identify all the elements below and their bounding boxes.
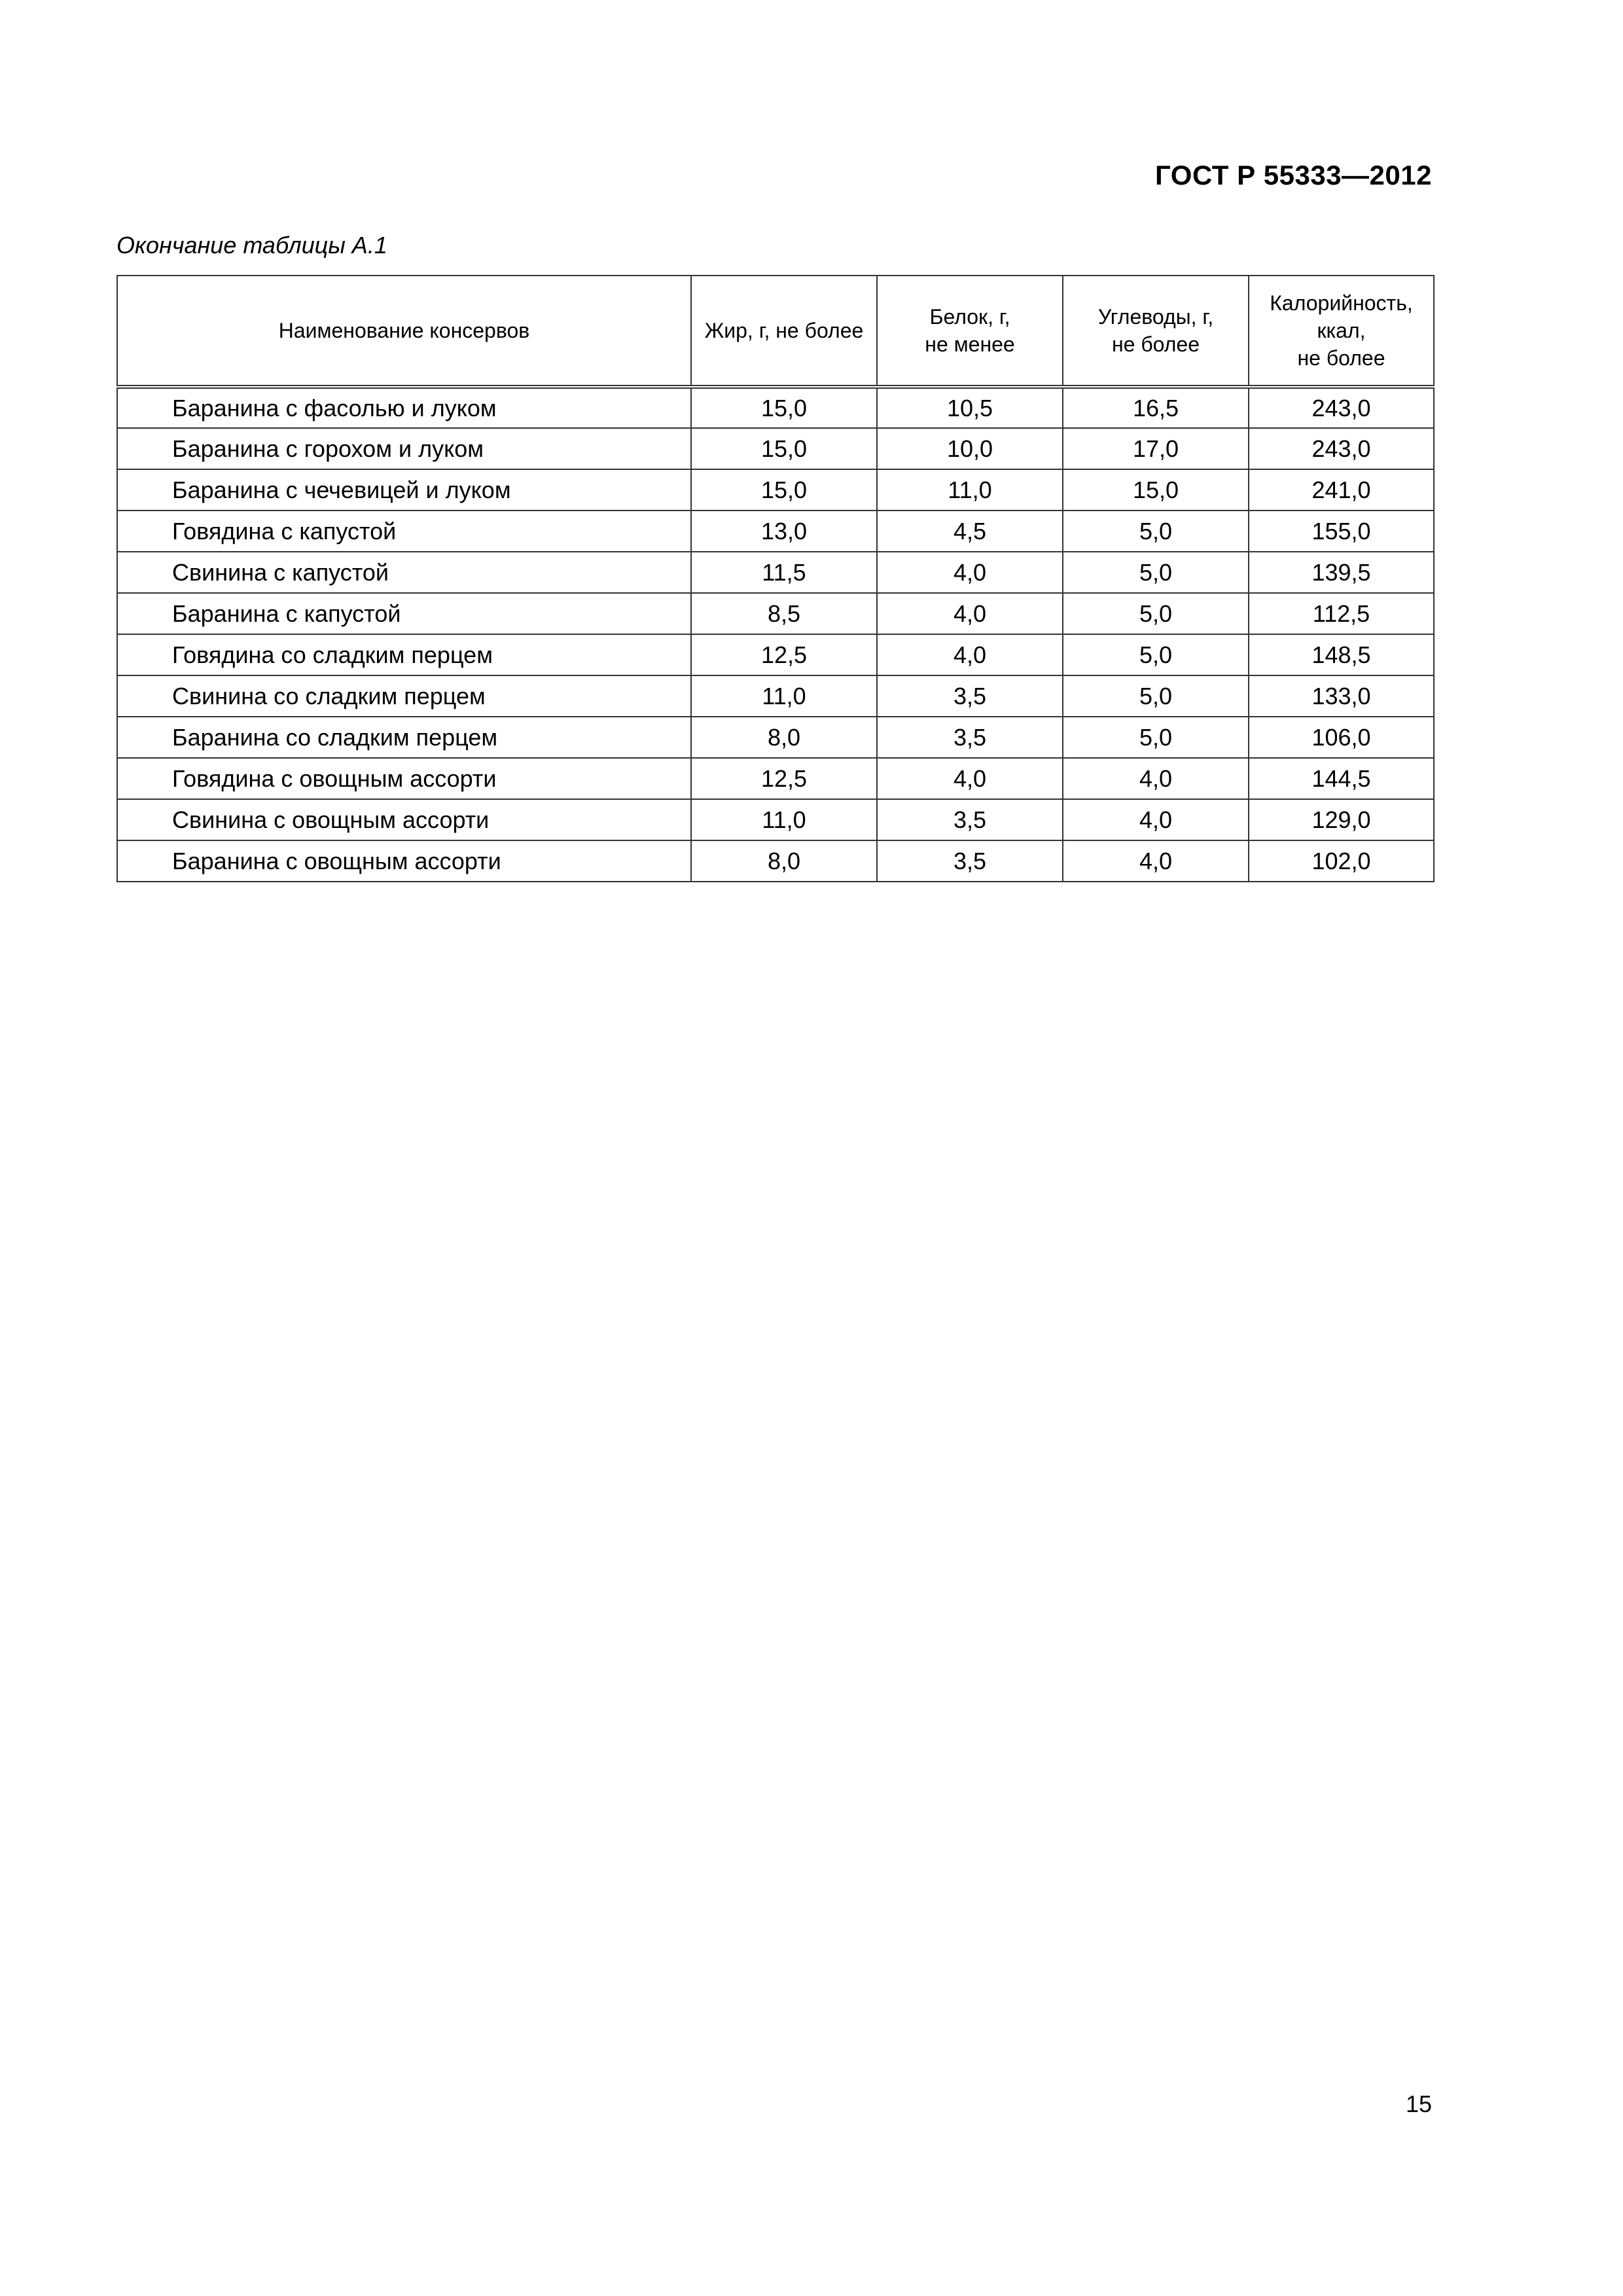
cell-protein: 4,5 xyxy=(877,511,1063,552)
cell-calories: 144,5 xyxy=(1249,758,1434,799)
table-row xyxy=(117,593,1434,634)
cell-protein: 10,0 xyxy=(877,428,1063,469)
table-row xyxy=(117,469,1434,511)
column-header-calories: Калорийность, ккал, не более xyxy=(1249,276,1434,387)
cell-name: Баранина со сладким перцем xyxy=(117,717,691,758)
cell-carbs: 5,0 xyxy=(1063,675,1249,717)
cell-fat: 8,0 xyxy=(691,840,877,882)
cell-name: Баранина с овощным ассорти xyxy=(117,840,691,882)
cell-carbs: 4,0 xyxy=(1063,840,1249,882)
table-row xyxy=(117,552,1434,593)
cell-calories: 155,0 xyxy=(1249,511,1434,552)
table-header-row xyxy=(117,276,1434,387)
cell-fat: 11,5 xyxy=(691,552,877,593)
cell-carbs: 5,0 xyxy=(1063,552,1249,593)
table-row xyxy=(117,840,1434,882)
table-row xyxy=(117,717,1434,758)
cell-name: Свинина с капустой xyxy=(117,552,691,593)
cell-name: Говядина со сладким перцем xyxy=(117,634,691,675)
table-row xyxy=(117,675,1434,717)
cell-protein: 4,0 xyxy=(877,634,1063,675)
cell-protein: 3,5 xyxy=(877,840,1063,882)
cell-carbs: 4,0 xyxy=(1063,758,1249,799)
table-row xyxy=(117,428,1434,469)
cell-fat: 12,5 xyxy=(691,634,877,675)
table-caption: Окончание таблицы А.1 xyxy=(116,232,387,259)
cell-calories: 102,0 xyxy=(1249,840,1434,882)
cell-protein: 10,5 xyxy=(877,387,1063,428)
cell-name: Баранина с фасолью и луком xyxy=(117,387,691,428)
cell-name: Баранина с горохом и луком xyxy=(117,428,691,469)
cell-calories: 133,0 xyxy=(1249,675,1434,717)
cell-calories: 148,5 xyxy=(1249,634,1434,675)
cell-protein: 4,0 xyxy=(877,758,1063,799)
table-row xyxy=(117,387,1434,428)
cell-carbs: 5,0 xyxy=(1063,634,1249,675)
cell-calories: 243,0 xyxy=(1249,387,1434,428)
column-header-carbs: Углеводы, г, не более xyxy=(1063,276,1249,387)
table-row xyxy=(117,511,1434,552)
cell-fat: 15,0 xyxy=(691,469,877,511)
cell-protein: 11,0 xyxy=(877,469,1063,511)
cell-fat: 11,0 xyxy=(691,799,877,840)
cell-carbs: 16,5 xyxy=(1063,387,1249,428)
cell-fat: 13,0 xyxy=(691,511,877,552)
cell-name: Говядина с овощным ассорти xyxy=(117,758,691,799)
cell-calories: 106,0 xyxy=(1249,717,1434,758)
cell-protein: 3,5 xyxy=(877,799,1063,840)
cell-fat: 12,5 xyxy=(691,758,877,799)
cell-name: Баранина с чечевицей и луком xyxy=(117,469,691,511)
cell-protein: 4,0 xyxy=(877,552,1063,593)
cell-protein: 3,5 xyxy=(877,675,1063,717)
cell-protein: 3,5 xyxy=(877,717,1063,758)
cell-carbs: 5,0 xyxy=(1063,717,1249,758)
table-row xyxy=(117,799,1434,840)
cell-name: Говядина с капустой xyxy=(117,511,691,552)
cell-fat: 8,0 xyxy=(691,717,877,758)
column-header-protein: Белок, г, не менее xyxy=(877,276,1063,387)
cell-name: Баранина с капустой xyxy=(117,593,691,634)
cell-fat: 15,0 xyxy=(691,428,877,469)
table-row xyxy=(117,634,1434,675)
nutrition-table xyxy=(116,275,1435,882)
cell-calories: 129,0 xyxy=(1249,799,1434,840)
cell-fat: 8,5 xyxy=(691,593,877,634)
column-header-name: Наименование консервов xyxy=(117,276,691,387)
cell-carbs: 5,0 xyxy=(1063,593,1249,634)
document-designation: ГОСТ Р 55333—2012 xyxy=(1155,160,1432,190)
cell-carbs: 5,0 xyxy=(1063,511,1249,552)
cell-carbs: 17,0 xyxy=(1063,428,1249,469)
cell-calories: 139,5 xyxy=(1249,552,1434,593)
cell-carbs: 4,0 xyxy=(1063,799,1249,840)
cell-fat: 15,0 xyxy=(691,387,877,428)
cell-name: Свинина с овощным ассорти xyxy=(117,799,691,840)
column-header-fat: Жир, г, не более xyxy=(691,276,877,387)
cell-name: Свинина со сладким перцем xyxy=(117,675,691,717)
cell-calories: 241,0 xyxy=(1249,469,1434,511)
cell-carbs: 15,0 xyxy=(1063,469,1249,511)
page-number: 15 xyxy=(1405,2090,1432,2117)
cell-protein: 4,0 xyxy=(877,593,1063,634)
table-row xyxy=(117,758,1434,799)
cell-calories: 243,0 xyxy=(1249,428,1434,469)
table-body xyxy=(117,387,1434,882)
cell-fat: 11,0 xyxy=(691,675,877,717)
cell-calories: 112,5 xyxy=(1249,593,1434,634)
